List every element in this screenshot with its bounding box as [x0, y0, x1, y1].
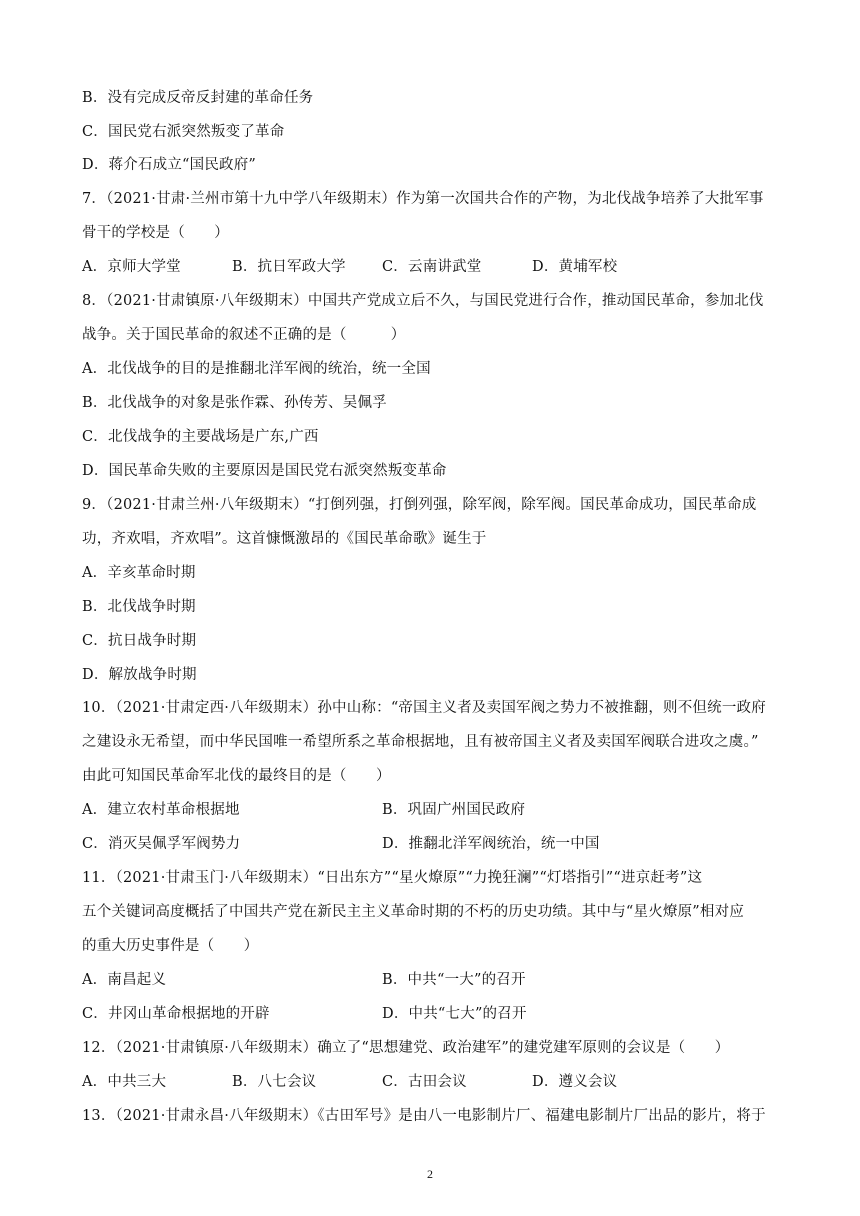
q13-stem-line1: 13．（2021·甘肃永昌·八年级期末）《古田军号》是由八一电影制片厂、福建电影制片厂出品的影片，将于 [82, 1108, 766, 1124]
q7-option-d: D．黄埔军校 [532, 259, 618, 275]
q9-stem-line2: 功，齐欢唱，齐欢唱”。这首慷慨激昂的《国民革命歌》诞生于 [82, 531, 487, 547]
q10-options-row2 [82, 834, 600, 854]
q9-option-a: A．辛亥革命时期 [82, 565, 196, 581]
q9-option-b: B．北伐战争时期 [82, 599, 196, 615]
q10-stem-line2: 之建设永无希望，而中华民国唯一希望所系之革命根据地，且有被帝国主义者及卖国军阀联合进攻之虞。” [82, 734, 759, 750]
q10-stem-line3: 由此可知国民革命军北伐的最终目的是（ ） [82, 768, 391, 784]
q9-option-d: D．解放战争时期 [82, 667, 197, 683]
q12-option-d: D．遵义会议 [532, 1074, 618, 1090]
q12-option-b: B．八七会议 [232, 1074, 317, 1090]
q12-stem: 12．（2021·甘肃镇原·八年级期末）确立了“思想建党、政治建军”的建党建军原则的会议是（ ） [82, 1040, 730, 1056]
q8-option-d: D．国民革命失败的主要原因是国民党右派突然叛变革命 [82, 463, 447, 479]
q7-option-b: B．抗日军政大学 [232, 259, 346, 275]
q9-option-c: C．抗日战争时期 [82, 633, 197, 649]
q11-options-row2 [82, 1004, 527, 1024]
q10-options-row1 [82, 800, 525, 820]
q6-option-b: B．没有完成反帝反封建的革命任务 [82, 90, 314, 106]
q12-option-c: C．古田会议 [382, 1074, 467, 1090]
q8-stem-line1: 8．（2021·甘肃镇原·八年级期末）中国共产党成立后不久，与国民党进行合作，推动国民革命，参加北伐 [82, 293, 764, 309]
q8-option-a: A．北伐战争的目的是推翻北洋军阀的统治，统一全国 [82, 361, 431, 377]
q10-option-d: D．推翻北洋军阀统治，统一中国 [382, 836, 600, 852]
q10-option-c: C．消灭吴佩孚军阀势力 [82, 836, 241, 852]
q7-option-a: A．京师大学堂 [82, 259, 181, 275]
page-number: 2 [427, 1167, 433, 1181]
q7-option-c: C．云南讲武堂 [382, 259, 482, 275]
q11-option-c: C．井冈山革命根据地的开辟 [82, 1006, 270, 1022]
q12-option-a: A．中共三大 [82, 1074, 167, 1090]
q11-stem-line2: 五个关键词高度概括了中国共产党在新民主主义革命时期的不朽的历史功绩。其中与“星火燎原”相对应 [82, 904, 745, 920]
q7-stem-line2: 骨干的学校是（ ） [82, 225, 229, 241]
q11-stem-line3: 的重大历史事件是（ ） [82, 938, 259, 954]
q8-stem-line2: 战争。关于国民革命的叙述不正确的是（ ） [82, 327, 406, 343]
q11-option-d: D．中共“七大”的召开 [382, 1006, 527, 1022]
q6-option-c: C．国民党右派突然叛变了革命 [82, 124, 285, 140]
q11-option-b: B．中共“一大”的召开 [382, 972, 526, 988]
q6-option-d: D．蒋介石成立“国民政府” [82, 157, 257, 173]
q11-options-row1 [82, 970, 526, 990]
q7-stem-line1: 7．（2021·甘肃·兰州市第十九中学八年级期末）作为第一次国共合作的产物，为北伐战争培养了大批军事 [82, 191, 764, 207]
q10-option-a: A．建立农村革命根据地 [82, 802, 240, 818]
q10-option-b: B．巩固广州国民政府 [382, 802, 526, 818]
q8-option-b: B．北伐战争的对象是张作霖、孙传芳、吴佩孚 [82, 395, 387, 411]
q10-stem-line1: 10．（2021·甘肃定西·八年级期末）孙中山称：“帝国主义者及卖国军阀之势力不被推翻，则不但统一政府 [82, 700, 766, 716]
q11-stem-line1: 11．（2021·甘肃玉门·八年级期末）“日出东方”“星火燎原”“力挽狂澜”“灯塔指引”“进京赶考”这 [82, 870, 703, 886]
q8-option-c: C．北伐战争的主要战场是广东,广西 [82, 429, 319, 445]
q11-option-a: A．南昌起义 [82, 972, 167, 988]
q9-stem-line1: 9．（2021·甘肃兰州·八年级期末）“打倒列强，打倒列强，除军阀，除军阀。国民革命成功，国民革命成 [82, 497, 757, 513]
q7-options [82, 257, 617, 277]
q12-options [82, 1072, 617, 1092]
